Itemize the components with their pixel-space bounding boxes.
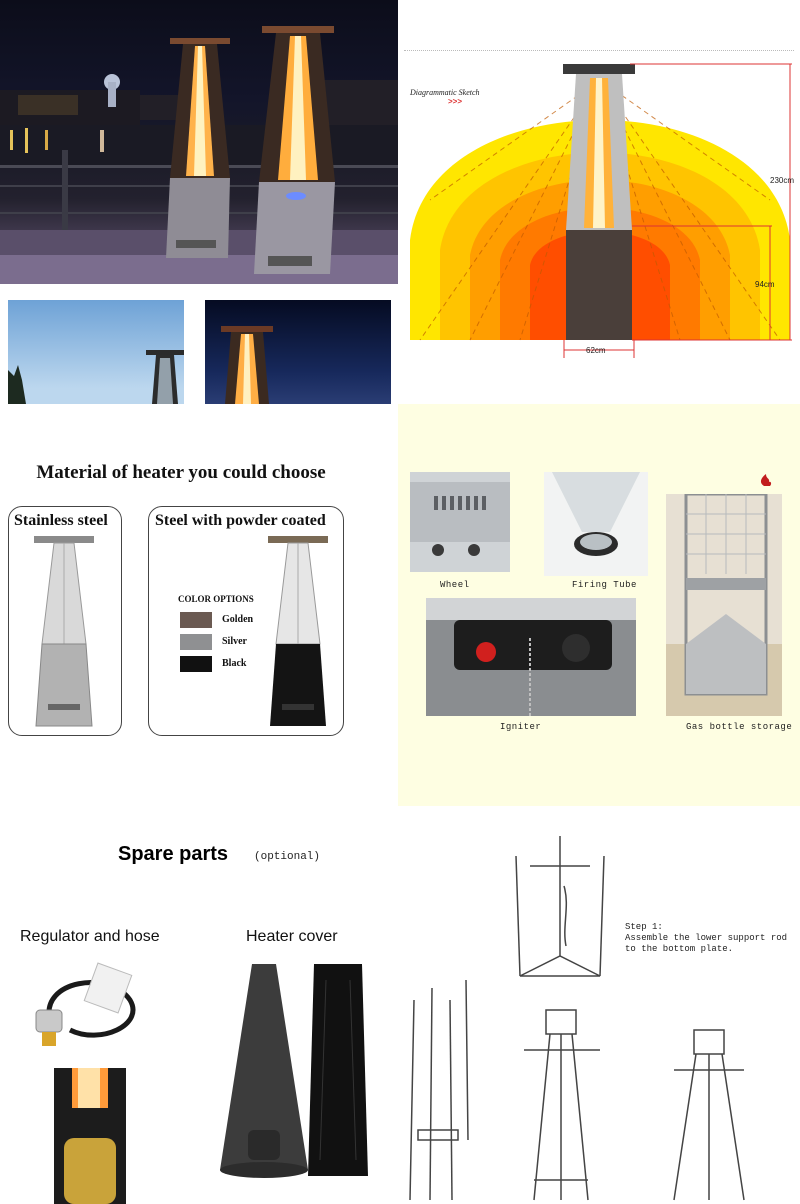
dimension-height-label: 230cm [770,176,795,185]
firing-tube-photo [544,472,648,576]
stainless-heater-image [28,534,100,730]
igniter-photo [426,598,636,716]
assembly-step-text [625,922,800,955]
firing-tube-label: Firing Tube [572,580,637,590]
brand-logo-flame-icon [748,472,792,490]
spare-parts-subtitle: (optional) [254,851,321,863]
diagram-caption: Diagrammatic Sketch [410,88,480,97]
heater-cover-back-image [306,960,370,1182]
option-label-golden: Golden [222,614,254,625]
daytime-photo-heater [8,300,184,404]
igniter-label: Igniter [500,722,542,732]
step-line-2: to the bottom plate. [625,944,734,954]
spare-parts-title: Spare parts [118,843,229,865]
brand-logo [748,472,792,490]
heat-radiation-diagram [400,40,800,360]
material-section-title: Material of heater you could choose [36,462,326,483]
daytime-scene-illustration [8,300,184,404]
wheel-photo [410,472,510,572]
gas-bottle-storage-photo [666,494,782,716]
gas-bottle-photo [54,1068,126,1204]
step-line-1: Assemble the lower support rod [625,933,788,943]
swatch-silver[interactable] [180,634,212,650]
assembly-step1-drawing [500,826,620,996]
regulator-hose-image [30,960,150,1060]
color-options-title: COLOR OPTIONS [178,594,254,604]
dimension-mid-label: 94cm [755,280,775,289]
option-label-silver: Silver [222,636,247,647]
gas-storage-label: Gas bottle storage [686,722,793,732]
dusk-photo-heater [205,300,391,404]
night-photo-two-heaters [0,0,398,284]
wheel-label: Wheel [440,580,470,590]
step-title: Step 1: [625,922,663,932]
diagram-arrows: >>> [448,97,463,106]
swatch-golden[interactable] [180,612,212,628]
powder-coated-card-title: Steel with powder coated [155,512,326,529]
black-heater-image [262,534,334,730]
cover-label: Heater cover [246,928,338,945]
assembly-step2-3-drawings [404,980,800,1204]
option-label-black: Black [222,658,247,669]
swatch-black[interactable] [180,656,212,672]
regulator-label: Regulator and hose [20,928,160,945]
dusk-scene-illustration [205,300,391,404]
heater-cover-front-image [216,960,312,1182]
night-scene-illustration [0,0,398,284]
dimension-width-label: 62cm [586,346,606,355]
stainless-card-title: Stainless steel [14,512,108,529]
